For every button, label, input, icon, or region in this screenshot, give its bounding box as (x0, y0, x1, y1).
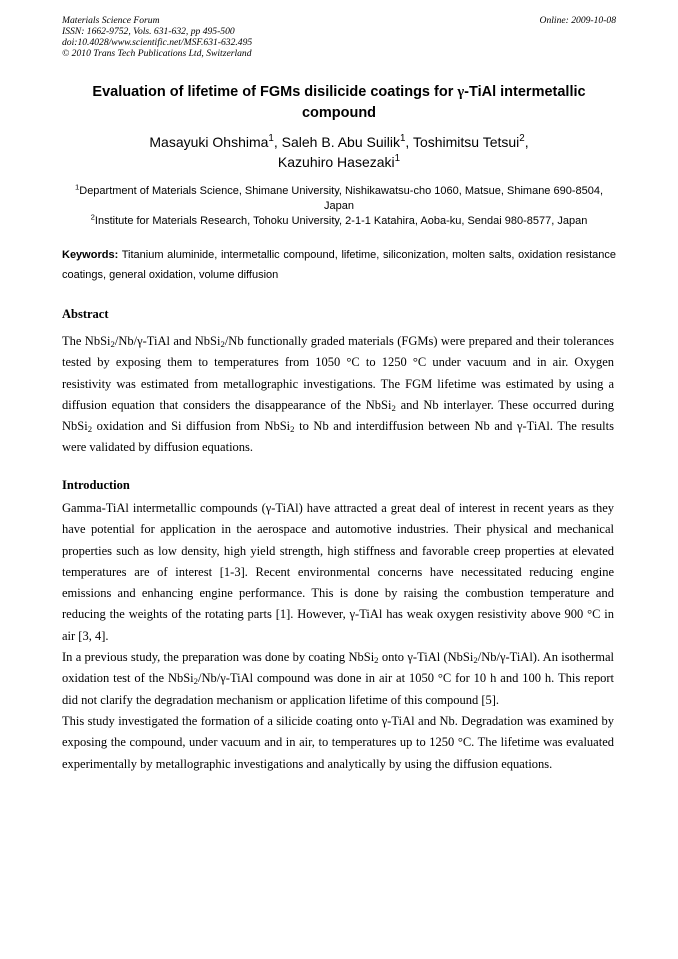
affiliation-number: 1 (74, 182, 80, 192)
online-date: Online: 2009-10-08 (539, 15, 616, 26)
keywords-text: Titanium aluminide, intermetallic compound, lifetime, siliconization, molten salts, oxidation resistance coatings, general oxidation, volume diffusion (62, 249, 617, 281)
paper-title (62, 82, 616, 124)
title-gamma: γ (457, 84, 465, 100)
author-affil-mark: 1 (399, 133, 406, 145)
intro-paragraph-2: In a previous study, the preparation was done by coating NbSi$_2$ onto γ-TiAl (NbSi$_2$/Nb/γ-TiAl). An isothermal oxidation test of the NbSi$_2$/Nb/γ-TiAl compound was done in air at 1050 °C for 10 h and 100 h. This report did not clarify the degradation mechanism or application lifetime of this compound [5]. (62, 650, 615, 707)
affiliation-text: Department of Materials Science, Shimane University, Nishikawatsu-cho 1060, Matsue, Shimane 690-8504, Japan (79, 185, 604, 212)
abstract-paragraph: The NbSi$_2$/Nb/γ-TiAl and NbSi$_2$/Nb functionally graded materials (FGMs) were prepared and their tolerances tested by exposing them to temperatures from 1050 °C to 1250 °C under vacuum and in air. Oxygen resistivity was estimated from metallographic investigations. The FGM lifetime was estimated by using a diffusion equation that considers the disappearance of the NbSi$_2$ and Nb interlayer. These occurred during NbSi$_2$ oxidation and Si diffusion from NbSi$_2$ to Nb and interdiffusion between Nb and γ-TiAl. The results were validated by diffusion equations. (62, 334, 615, 455)
author-affil-mark: 1 (268, 133, 274, 145)
author-separator: , (405, 134, 413, 150)
title-prefix: Evaluation of lifetime of FGMs disilicide coatings for (92, 84, 458, 100)
author-affil-mark: 1 (394, 153, 401, 165)
affiliation-1 (62, 184, 616, 214)
journal-header (62, 15, 252, 59)
author-separator: , (273, 134, 282, 150)
title-suffix: -TiAl intermetallic compound (301, 84, 586, 121)
author-list (62, 132, 616, 172)
introduction-heading: Introduction (62, 478, 130, 492)
keywords (62, 245, 616, 285)
introduction-body (62, 498, 614, 775)
author-name: Saleh B. Abu Suilik (281, 134, 400, 150)
issn-line: ISSN: 1662-9752, Vols. 631-632, pp 495-500 (62, 26, 235, 37)
author-name: Toshimitsu Tetsui (412, 134, 520, 150)
affiliation-2 (62, 214, 616, 229)
intro-paragraph-1: Gamma-TiAl intermetallic compounds (γ-TiAl) have attracted a great deal of interest in recent years as they have potential for application in the aerospace and automotive industries. Their physical and mechanical properties such as low density, high yield strength, high stiffness and favorable creep properties at elevated temperatures are of interest [1-3]. Recent environmental concerns have necessitated reducing engine emissions and enhancing engine performance. This is done by raising the combustion temperature and reducing the weights of the rotating parts [1]. However, γ-TiAl has weak oxygen resistivity above 900 °C in air [3, 4]. (62, 501, 614, 643)
author-separator: , (524, 134, 529, 150)
author-name: Kazuhiro Hasezaki (277, 154, 395, 170)
doi-line: doi:10.4028/www.scientific.net/MSF.631-632.495 (62, 37, 253, 48)
abstract-body (62, 331, 614, 459)
intro-paragraph-3: This study investigated the formation of a silicide coating onto γ-TiAl and Nb. Degradation was examined by exposing the compound, under vacuum and in air, to temperatures up to 1250 °C. The lifetime was evaluated experimentally by metallographic investigations and analytically by using the diffusion equations. (62, 713, 614, 771)
keywords-label: Keywords: (62, 249, 119, 261)
affiliation-number: 2 (90, 212, 95, 222)
abstract-heading: Abstract (62, 307, 109, 321)
journal-name: Materials Science Forum (62, 15, 160, 26)
copyright-line: © 2010 Trans Tech Publications Ltd, Switzerland (62, 48, 252, 59)
affiliation-text: Institute for Materials Research, Tohoku University, 2-1-1 Katahira, Aoba-ku, Sendai 980-8577, Japan (94, 215, 588, 227)
author-affil-mark: 2 (519, 133, 525, 145)
author-name: Masayuki Ohshima (149, 134, 269, 150)
